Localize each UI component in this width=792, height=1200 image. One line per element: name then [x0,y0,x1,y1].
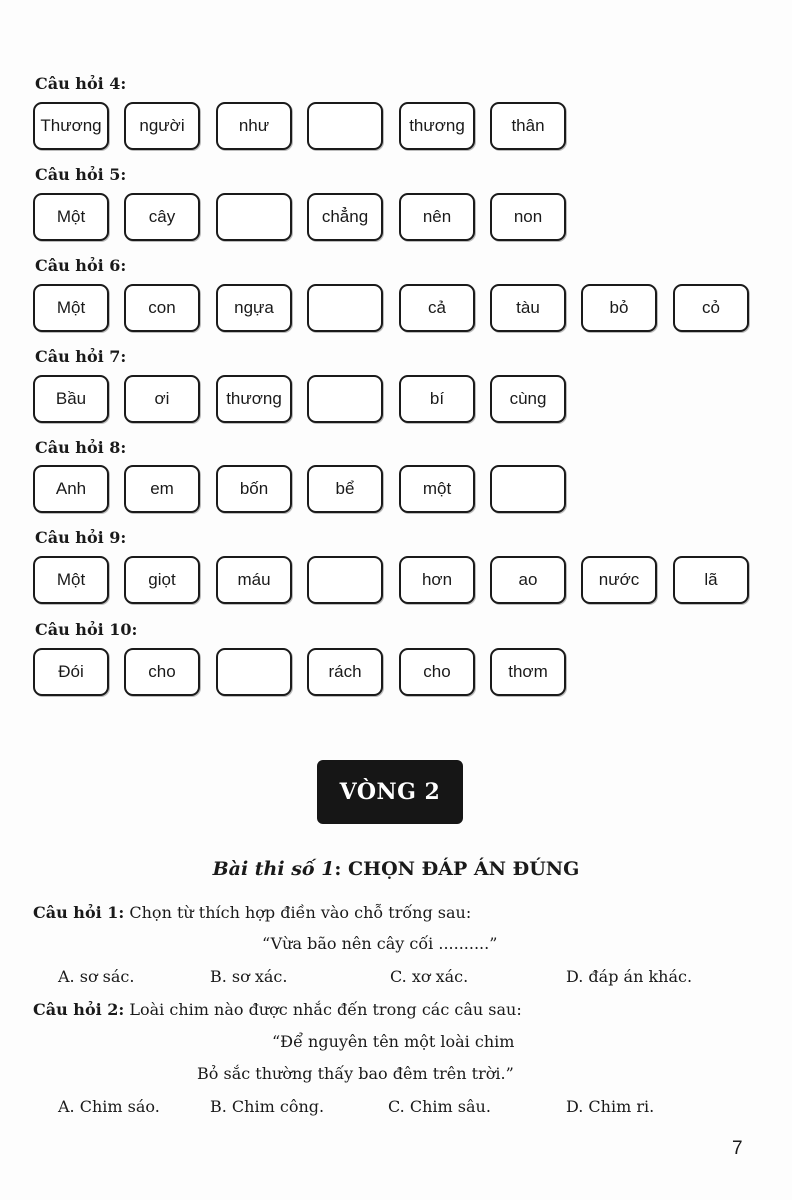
word-tile[interactable]: lã [673,556,749,604]
question-9-label: Câu hỏi 9: [35,528,127,547]
word-tile[interactable]: rách [307,648,383,696]
word-tile[interactable]: Thương [33,102,109,150]
blank-tile[interactable] [216,648,292,696]
word-tile[interactable]: Một [33,556,109,604]
word-tile[interactable]: hơn [399,556,475,604]
round-2-badge: VÒNG 2 [317,760,463,824]
word-tile[interactable]: tàu [490,284,566,332]
question-7-label: Câu hỏi 7: [35,347,127,366]
word-tile[interactable]: như [216,102,292,150]
q1-option-c[interactable]: C. xơ xác. [390,967,469,986]
word-tile[interactable]: chẳng [307,193,383,241]
q1-option-a[interactable]: A. sơ sác. [58,967,135,986]
question-5-label: Câu hỏi 5: [35,165,127,184]
q2-option-b[interactable]: B. Chim công. [210,1097,325,1116]
blank-tile[interactable] [307,102,383,150]
word-tile[interactable]: Anh [33,465,109,513]
word-tile[interactable]: thương [216,375,292,423]
page-number: 7 [732,1138,743,1159]
q2-option-d[interactable]: D. Chim ri. [566,1097,655,1116]
word-tile[interactable]: một [399,465,475,513]
word-tile[interactable]: nên [399,193,475,241]
q1-option-b[interactable]: B. sơ xác. [210,967,288,986]
word-tile[interactable]: nước [581,556,657,604]
test-title-number: Bài thi số 1 [212,858,335,880]
word-tile[interactable]: ao [490,556,566,604]
blank-tile[interactable] [216,193,292,241]
word-tile[interactable]: non [490,193,566,241]
blank-tile[interactable] [490,465,566,513]
q2-option-c[interactable]: C. Chim sâu. [388,1097,491,1116]
test-title [0,858,792,880]
question-4-label: Câu hỏi 4: [35,74,127,93]
question-10-label: Câu hỏi 10: [35,620,138,639]
question-2-text: Loài chim nào được nhắc đến trong các câu sau: [124,1000,522,1019]
word-tile[interactable]: cùng [490,375,566,423]
blank-tile[interactable] [307,556,383,604]
word-tile[interactable]: Một [33,284,109,332]
word-tile[interactable]: ơi [124,375,200,423]
word-tile[interactable]: ngựa [216,284,292,332]
word-tile[interactable]: bể [307,465,383,513]
word-tile[interactable]: thương [399,102,475,150]
question-1-label: Câu hỏi 1: [33,903,125,922]
word-tile[interactable]: bốn [216,465,292,513]
word-tile[interactable]: Bầu [33,375,109,423]
question-2 [33,1000,522,1019]
word-tile[interactable]: cho [124,648,200,696]
question-1 [33,903,471,922]
word-tile[interactable]: cây [124,193,200,241]
q2-option-a[interactable]: A. Chim sáo. [58,1097,160,1116]
word-tile[interactable]: giọt [124,556,200,604]
word-tile[interactable]: Đói [33,648,109,696]
question-2-label: Câu hỏi 2: [33,1000,125,1019]
word-tile[interactable]: thơm [490,648,566,696]
word-tile[interactable]: máu [216,556,292,604]
question-8-label: Câu hỏi 8: [35,438,127,457]
blank-tile[interactable] [307,284,383,332]
word-tile[interactable]: em [124,465,200,513]
question-6-label: Câu hỏi 6: [35,256,127,275]
word-tile[interactable]: bỏ [581,284,657,332]
word-tile[interactable]: cỏ [673,284,749,332]
word-tile[interactable]: Một [33,193,109,241]
question-1-text: Chọn từ thích hợp điền vào chỗ trống sau: [124,903,472,922]
q1-option-d[interactable]: D. đáp án khác. [566,967,693,986]
blank-tile[interactable] [307,375,383,423]
word-tile[interactable]: cho [399,648,475,696]
word-tile[interactable]: con [124,284,200,332]
word-tile[interactable]: cả [399,284,475,332]
word-tile[interactable]: thân [490,102,566,150]
question-2-quote-line-1: “Để nguyên tên một loài chim [272,1032,515,1051]
word-tile[interactable]: bí [399,375,475,423]
question-1-quote: “Vừa bão nên cây cối ..........” [262,934,498,953]
test-title-text: : CHỌN ĐÁP ÁN ĐÚNG [334,858,580,880]
question-2-quote-line-2: Bỏ sắc thường thấy bao đêm trên trời.” [197,1064,514,1083]
word-tile[interactable]: người [124,102,200,150]
